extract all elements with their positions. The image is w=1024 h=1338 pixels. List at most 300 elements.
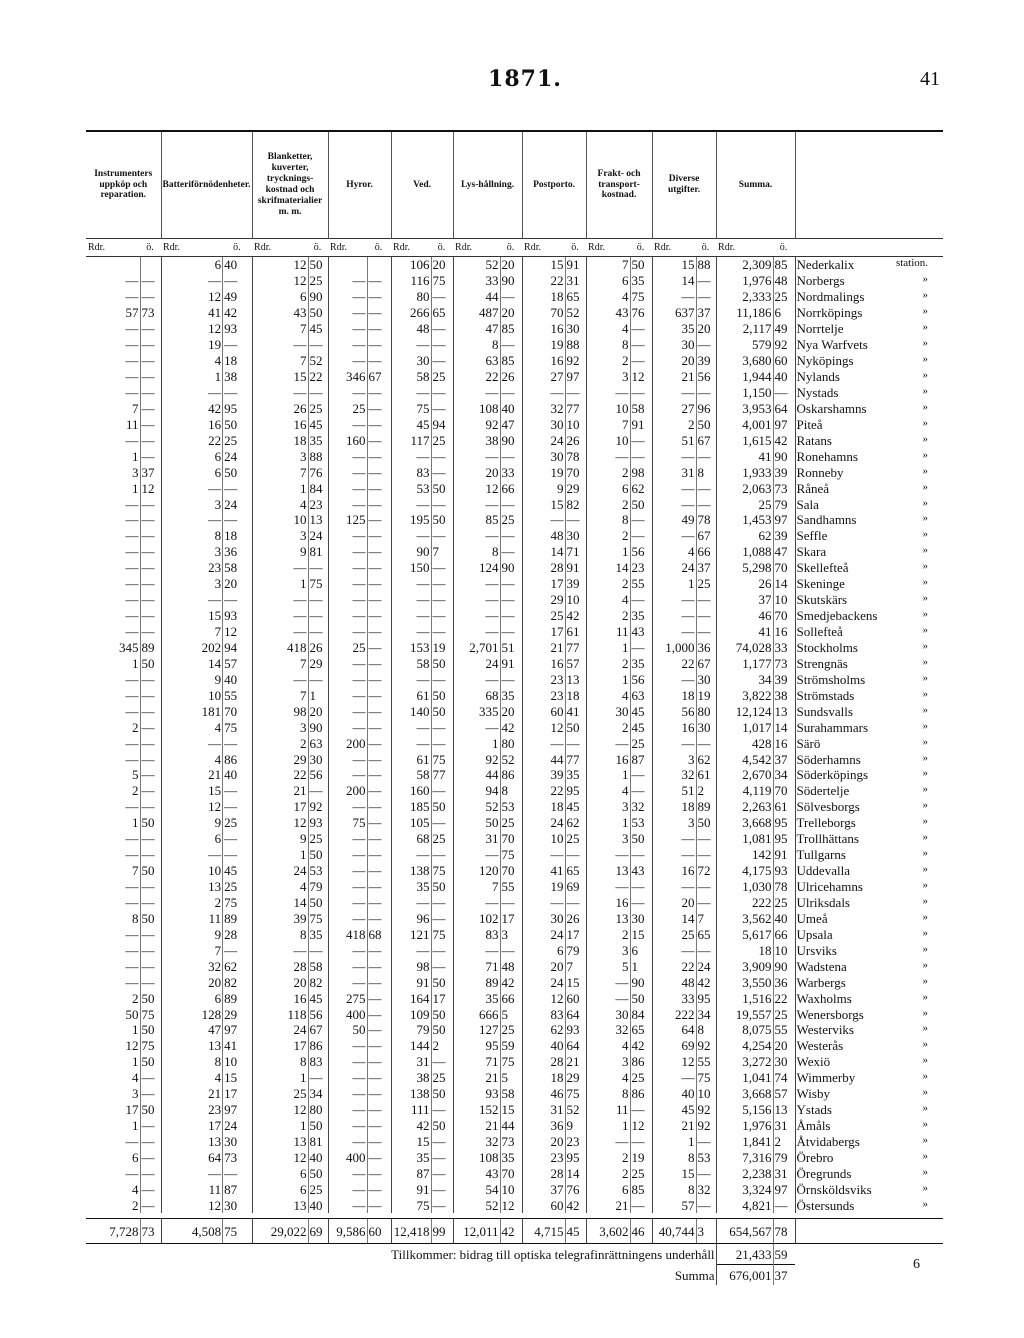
rdr-cell: 92 bbox=[453, 751, 500, 767]
ore-cell: 13 bbox=[773, 1102, 795, 1118]
ore-cell: 19 bbox=[696, 687, 716, 703]
ore-cell: — bbox=[140, 512, 161, 528]
station-suffix: » bbox=[922, 353, 929, 366]
rdr-cell: — bbox=[328, 464, 367, 480]
table-row bbox=[86, 942, 943, 958]
ore-cell: 50 bbox=[630, 496, 652, 512]
rdr-cell: 24 bbox=[453, 655, 500, 671]
ore-cell: — bbox=[367, 815, 391, 831]
rdr-cell: 28 bbox=[522, 1054, 565, 1070]
ore-cell: — bbox=[367, 655, 391, 671]
ore-cell: — bbox=[696, 337, 716, 353]
rdr-cell: 118 bbox=[252, 1006, 308, 1022]
rdr-cell: — bbox=[125, 751, 139, 767]
rdr-cell: 5 bbox=[132, 767, 139, 783]
rdr-cell: 4,175 bbox=[716, 863, 773, 879]
rdr-cell: — bbox=[161, 480, 223, 496]
rdr-cell: 91 bbox=[391, 1181, 431, 1197]
total-ore-cell: 42 bbox=[500, 1219, 522, 1244]
rdr-cell: 12 bbox=[252, 1102, 308, 1118]
rdr-cell: 127 bbox=[453, 1022, 500, 1038]
station-name: Skellefteå bbox=[796, 560, 849, 576]
station-name-cell bbox=[795, 560, 943, 576]
rdr-cell: 21 bbox=[652, 1118, 696, 1134]
station-suffix: » bbox=[922, 751, 929, 764]
rdr-cell: — bbox=[391, 592, 431, 608]
ore-cell: 2 bbox=[696, 783, 716, 799]
rdr-cell: 16 bbox=[522, 655, 565, 671]
ore-cell: — bbox=[367, 528, 391, 544]
station-name-cell bbox=[795, 385, 943, 401]
rdr-cell: 4 bbox=[161, 1070, 223, 1086]
rdr-cell: 428 bbox=[716, 735, 773, 751]
ore-cell: 29 bbox=[565, 480, 586, 496]
rdr-cell: 13 bbox=[161, 1038, 223, 1054]
rdr-cell: 1 bbox=[252, 576, 308, 592]
station-suffix: » bbox=[922, 1197, 929, 1210]
station-name-cell bbox=[795, 512, 943, 528]
rdr-cell: 18 bbox=[652, 799, 696, 815]
station-name-cell bbox=[795, 1086, 943, 1102]
ore-cell: 75 bbox=[431, 926, 453, 942]
ore-cell: — bbox=[223, 783, 252, 799]
ore-cell: — bbox=[367, 879, 391, 895]
rdr-cell: 6 bbox=[161, 464, 223, 480]
rdr-cell: — bbox=[652, 289, 696, 305]
rdr-cell: 116 bbox=[391, 273, 431, 289]
rdr-cell: 32 bbox=[453, 1134, 500, 1150]
ore-cell: — bbox=[140, 416, 161, 432]
ore-cell: — bbox=[140, 289, 161, 305]
rdr-cell: — bbox=[328, 544, 367, 560]
ore-cell: 42 bbox=[223, 305, 252, 321]
ore-cell: — bbox=[696, 879, 716, 895]
station-suffix: » bbox=[922, 432, 929, 445]
ore-cell: 67 bbox=[308, 1022, 328, 1038]
station-name-cell bbox=[795, 1150, 943, 1166]
table-row bbox=[86, 305, 943, 321]
rdr-cell: 1 bbox=[652, 576, 696, 592]
rdr-cell: — bbox=[391, 576, 431, 592]
rdr-cell: 2 bbox=[586, 576, 630, 592]
ore-cell: 96 bbox=[696, 400, 716, 416]
station-name-cell bbox=[795, 863, 943, 879]
ore-cell: 77 bbox=[565, 751, 586, 767]
rdr-cell: 4 bbox=[161, 751, 223, 767]
rdr-cell: — bbox=[328, 910, 367, 926]
ore-cell: — bbox=[630, 895, 652, 911]
rdr-cell: 28 bbox=[522, 560, 565, 576]
rdr-cell: 80 bbox=[391, 289, 431, 305]
ore-cell: 72 bbox=[696, 863, 716, 879]
rdr-cell: 6 bbox=[161, 831, 223, 847]
ore-cell: 30 bbox=[630, 910, 652, 926]
ore-cell: 20 bbox=[431, 257, 453, 273]
ore-cell: 43 bbox=[630, 624, 652, 640]
ore-cell: 65 bbox=[565, 289, 586, 305]
rdr-cell: 12,124 bbox=[716, 703, 773, 719]
rdr-cell: 8 bbox=[161, 528, 223, 544]
rdr-cell: 22 bbox=[522, 273, 565, 289]
rdr-cell: 12 bbox=[453, 480, 500, 496]
rdr-cell bbox=[328, 257, 367, 273]
rdr-cell: 35 bbox=[652, 321, 696, 337]
station-suffix: » bbox=[922, 1118, 929, 1131]
table-row bbox=[86, 799, 943, 815]
col-header-lighting: Lys-hållning. bbox=[453, 131, 522, 239]
rdr-cell: 2 bbox=[586, 926, 630, 942]
ore-cell: — bbox=[367, 863, 391, 879]
ore-cell: 75 bbox=[431, 863, 453, 879]
rdr-cell: 487 bbox=[453, 305, 500, 321]
ore-cell: — bbox=[367, 337, 391, 353]
station-name: Norbergs bbox=[796, 273, 845, 289]
rdr-cell: 83 bbox=[522, 1006, 565, 1022]
ore-cell: 97 bbox=[773, 1181, 795, 1197]
ore-cell: — bbox=[367, 353, 391, 369]
ore-cell: — bbox=[500, 895, 522, 911]
station-name: Norrtelje bbox=[796, 321, 844, 337]
ore-cell: 63 bbox=[308, 735, 328, 751]
rdr-cell: 52 bbox=[453, 257, 500, 273]
rdr-cell: — bbox=[652, 608, 696, 624]
ore-cell: 42 bbox=[500, 719, 522, 735]
ore-cell: — bbox=[431, 592, 453, 608]
page-year: 1871. bbox=[488, 66, 562, 92]
rdr-cell: — bbox=[652, 448, 696, 464]
rdr-cell: 10 bbox=[161, 687, 223, 703]
rdr-cell: — bbox=[328, 719, 367, 735]
rdr-cell: 62 bbox=[716, 528, 773, 544]
ore-cell: — bbox=[431, 783, 453, 799]
table-row bbox=[86, 958, 943, 974]
ore-cell: 50 bbox=[431, 974, 453, 990]
rdr-cell: — bbox=[252, 385, 308, 401]
rdr-cell: 17 bbox=[252, 799, 308, 815]
rdr-cell: 21 bbox=[252, 783, 308, 799]
ore-cell: 58 bbox=[223, 560, 252, 576]
ore-cell: — bbox=[223, 385, 252, 401]
ore-cell: 37 bbox=[696, 305, 716, 321]
ore-cell: — bbox=[431, 1197, 453, 1213]
rdr-cell: 12 bbox=[161, 289, 223, 305]
rdr-cell: 1 bbox=[586, 544, 630, 560]
ore-cell: 35 bbox=[500, 687, 522, 703]
table-row bbox=[86, 1006, 943, 1022]
rdr-cell: — bbox=[391, 608, 431, 624]
ore-cell: 8 bbox=[696, 1022, 716, 1038]
rdr-cell: — bbox=[652, 1070, 696, 1086]
station-name: Skutskärs bbox=[796, 592, 848, 608]
rdr-cell: — bbox=[652, 831, 696, 847]
ore-cell: 40 bbox=[773, 369, 795, 385]
rdr-cell: — bbox=[328, 592, 367, 608]
rdr-cell: 43 bbox=[453, 1165, 500, 1181]
ore-cell: — bbox=[140, 1150, 161, 1166]
ore-cell: 92 bbox=[696, 1102, 716, 1118]
table-row bbox=[86, 544, 943, 560]
ore-cell: 97 bbox=[565, 369, 586, 385]
rdr-cell: — bbox=[328, 528, 367, 544]
ore-cell: — bbox=[367, 1006, 391, 1022]
rdr-cell: 3,668 bbox=[716, 815, 773, 831]
ore-cell: 70 bbox=[773, 560, 795, 576]
station-suffix: » bbox=[922, 1086, 929, 1099]
ore-cell: 57 bbox=[223, 655, 252, 671]
ore-cell: — bbox=[367, 1038, 391, 1054]
rdr-cell: — bbox=[125, 942, 139, 958]
ore-cell: 25 bbox=[223, 432, 252, 448]
rdr-cell: — bbox=[328, 353, 367, 369]
rdr-cell: 17 bbox=[161, 1118, 223, 1134]
rdr-cell: 71 bbox=[453, 1054, 500, 1070]
ore-cell: 10 bbox=[565, 592, 586, 608]
ore-cell: — bbox=[696, 480, 716, 496]
rdr-cell: 3,822 bbox=[716, 687, 773, 703]
ore-cell: 97 bbox=[223, 1102, 252, 1118]
station-name: Ulriksdals bbox=[796, 894, 850, 910]
ore-cell: — bbox=[140, 687, 161, 703]
rdr-cell: 74,028 bbox=[716, 640, 773, 656]
rdr-cell: — bbox=[328, 942, 367, 958]
ore-cell: — bbox=[308, 624, 328, 640]
ore-cell: 73 bbox=[773, 480, 795, 496]
ore-cell: 98 bbox=[630, 464, 652, 480]
ore-cell: 26 bbox=[565, 910, 586, 926]
rdr-cell: 1,177 bbox=[716, 655, 773, 671]
table-row bbox=[86, 432, 943, 448]
ore-cell: 50 bbox=[431, 512, 453, 528]
rdr-cell: 24 bbox=[652, 560, 696, 576]
ore-cell: 17 bbox=[565, 926, 586, 942]
rdr-cell: — bbox=[125, 544, 139, 560]
ore-cell: 75 bbox=[500, 1054, 522, 1070]
rdr-cell: 51 bbox=[652, 432, 696, 448]
table-row bbox=[86, 1086, 943, 1102]
rdr-cell: 94 bbox=[453, 783, 500, 799]
station-name: Södertelje bbox=[796, 783, 850, 799]
ore-cell: — bbox=[630, 640, 652, 656]
rdr-cell: 16 bbox=[652, 863, 696, 879]
ore-cell: 50 bbox=[308, 1118, 328, 1134]
table-row bbox=[86, 990, 943, 1006]
ore-cell: 73 bbox=[500, 1134, 522, 1150]
ore-cell: — bbox=[431, 815, 453, 831]
ore-cell: 95 bbox=[696, 990, 716, 1006]
station-name: Umeå bbox=[796, 910, 828, 926]
ore-cell: — bbox=[367, 544, 391, 560]
rdr-cell: — bbox=[125, 1134, 139, 1150]
station-name-cell bbox=[795, 767, 943, 783]
ore-cell: — bbox=[223, 337, 252, 353]
ore-cell: 69 bbox=[565, 879, 586, 895]
rdr-cell: 4,119 bbox=[716, 783, 773, 799]
ore-cell: 55 bbox=[773, 1022, 795, 1038]
ore-cell: 23 bbox=[308, 496, 328, 512]
ore-cell: 40 bbox=[773, 910, 795, 926]
ore-cell: 64 bbox=[565, 1006, 586, 1022]
ore-cell: 91 bbox=[630, 416, 652, 432]
ore-cell: — bbox=[431, 847, 453, 863]
ore-cell: 50 bbox=[308, 305, 328, 321]
ore-cell: 42 bbox=[565, 1197, 586, 1213]
rdr-cell: 2 bbox=[132, 719, 139, 735]
rdr-cell: 83 bbox=[453, 926, 500, 942]
rdr-cell: — bbox=[328, 1181, 367, 1197]
ore-cell: 86 bbox=[630, 1054, 652, 1070]
ore-cell: 50 bbox=[630, 831, 652, 847]
station-suffix: » bbox=[922, 815, 929, 828]
station-name-cell bbox=[795, 926, 943, 942]
ore-cell: 3 bbox=[500, 926, 522, 942]
rdr-cell: 46 bbox=[716, 608, 773, 624]
grand-total-rdr: 676,001 bbox=[716, 1265, 773, 1286]
ore-cell: 13 bbox=[565, 671, 586, 687]
rdr-cell: 44 bbox=[522, 751, 565, 767]
ore-cell: 25 bbox=[500, 512, 522, 528]
table-row bbox=[86, 910, 943, 926]
station-suffix: » bbox=[922, 576, 929, 589]
rdr-cell: — bbox=[652, 847, 696, 863]
unit-blank bbox=[795, 239, 943, 257]
rdr-cell: 25 bbox=[652, 926, 696, 942]
ore-cell: 65 bbox=[565, 863, 586, 879]
ore-cell: 91 bbox=[565, 560, 586, 576]
ore-cell: 89 bbox=[696, 799, 716, 815]
station-suffix: » bbox=[922, 1038, 929, 1051]
ore-cell: — bbox=[367, 512, 391, 528]
station-name-cell bbox=[795, 751, 943, 767]
rdr-cell: — bbox=[328, 671, 367, 687]
rdr-cell: 1 bbox=[453, 735, 500, 751]
station-suffix: » bbox=[922, 1054, 929, 1067]
rdr-cell: — bbox=[125, 432, 139, 448]
total-rdr-cell: 40,744 bbox=[652, 1219, 696, 1244]
rdr-cell: — bbox=[125, 592, 139, 608]
rdr-cell: 19 bbox=[522, 464, 565, 480]
ore-cell: 38 bbox=[773, 687, 795, 703]
rdr-cell: 50 bbox=[125, 1006, 139, 1022]
rdr-cell: 3,550 bbox=[716, 974, 773, 990]
rdr-cell: 7 bbox=[586, 416, 630, 432]
station-name-cell bbox=[795, 735, 943, 751]
ore-cell: — bbox=[696, 1134, 716, 1150]
ore-cell: 90 bbox=[500, 273, 522, 289]
ore-cell: 53 bbox=[630, 815, 652, 831]
ore-cell: 40 bbox=[500, 400, 522, 416]
rdr-cell: 200 bbox=[328, 735, 367, 751]
rdr-cell: 20 bbox=[522, 1134, 565, 1150]
ore-cell: 17 bbox=[223, 1086, 252, 1102]
ore-cell: — bbox=[630, 847, 652, 863]
ore-cell: 52 bbox=[308, 353, 328, 369]
rdr-cell: — bbox=[328, 560, 367, 576]
ore-cell: 91 bbox=[500, 655, 522, 671]
total-rdr-cell: 654,567 bbox=[716, 1219, 773, 1244]
rdr-cell: 3 bbox=[252, 719, 308, 735]
ore-cell: 25 bbox=[696, 576, 716, 592]
rdr-cell: 7 bbox=[132, 400, 139, 416]
ore-cell bbox=[367, 257, 391, 273]
rdr-cell: 5 bbox=[586, 958, 630, 974]
ore-cell: — bbox=[140, 895, 161, 911]
ore-cell: 10 bbox=[773, 592, 795, 608]
rdr-cell: 56 bbox=[652, 703, 696, 719]
rdr-cell: 9 bbox=[522, 480, 565, 496]
unit-rdr-label: Rdr. bbox=[652, 239, 696, 257]
rdr-cell: 17 bbox=[522, 624, 565, 640]
station-name: Nyköpings bbox=[796, 353, 854, 369]
rdr-cell: 2 bbox=[586, 528, 630, 544]
unit-ore-label: ö. bbox=[223, 239, 252, 257]
total-ore-cell: 78 bbox=[773, 1219, 795, 1244]
ore-cell: — bbox=[630, 1134, 652, 1150]
rdr-cell: 17 bbox=[125, 1102, 139, 1118]
addition-row bbox=[86, 1244, 943, 1265]
rdr-cell: 8 bbox=[161, 1054, 223, 1070]
rdr-cell: 7 bbox=[252, 687, 308, 703]
rdr-cell: 6 bbox=[586, 273, 630, 289]
rdr-cell: 3,324 bbox=[716, 1181, 773, 1197]
rdr-cell: — bbox=[586, 735, 630, 751]
station-name: Söderhamns bbox=[796, 751, 861, 767]
ore-cell: 50 bbox=[140, 1102, 161, 1118]
station-name: Öregrunds bbox=[796, 1165, 852, 1181]
rdr-cell: 68 bbox=[453, 687, 500, 703]
station-name-cell bbox=[795, 783, 943, 799]
ore-cell: 79 bbox=[308, 879, 328, 895]
total-ore-cell: 75 bbox=[223, 1219, 252, 1244]
rdr-cell: 37 bbox=[716, 592, 773, 608]
rdr-cell: — bbox=[125, 528, 139, 544]
ore-cell: — bbox=[367, 1150, 391, 1166]
station-name-cell bbox=[795, 528, 943, 544]
rdr-cell: 5,617 bbox=[716, 926, 773, 942]
unit-ore-label: ö. bbox=[308, 239, 328, 257]
ore-cell: 86 bbox=[223, 751, 252, 767]
ore-cell: — bbox=[500, 671, 522, 687]
rdr-cell: 1 bbox=[132, 448, 139, 464]
page-number: 41 bbox=[920, 68, 940, 90]
ore-cell: 20 bbox=[500, 305, 522, 321]
rdr-cell: — bbox=[125, 894, 139, 910]
rdr-cell: 60 bbox=[522, 1197, 565, 1213]
station-name-cell bbox=[795, 592, 943, 608]
ore-cell: — bbox=[140, 671, 161, 687]
rdr-cell: 109 bbox=[391, 1006, 431, 1022]
ore-cell: — bbox=[308, 385, 328, 401]
ore-cell: — bbox=[223, 1165, 252, 1181]
rdr-cell: 98 bbox=[252, 703, 308, 719]
ore-cell: 78 bbox=[773, 879, 795, 895]
ore-cell: — bbox=[367, 910, 391, 926]
ore-cell: 42 bbox=[565, 608, 586, 624]
ore-cell: — bbox=[431, 1134, 453, 1150]
station-name: Surahammars bbox=[796, 719, 869, 735]
ore-cell: — bbox=[140, 273, 161, 289]
rdr-cell: — bbox=[125, 353, 139, 369]
station-suffix: » bbox=[922, 624, 929, 637]
ore-cell: — bbox=[431, 337, 453, 353]
rdr-cell: 160 bbox=[391, 783, 431, 799]
rdr-cell: — bbox=[328, 496, 367, 512]
station-name-cell bbox=[795, 544, 943, 560]
station-name-cell bbox=[795, 831, 943, 847]
ore-cell bbox=[140, 257, 161, 273]
rdr-cell: — bbox=[252, 608, 308, 624]
rdr-cell: 1 bbox=[252, 1118, 308, 1134]
ore-cell: 58 bbox=[308, 958, 328, 974]
